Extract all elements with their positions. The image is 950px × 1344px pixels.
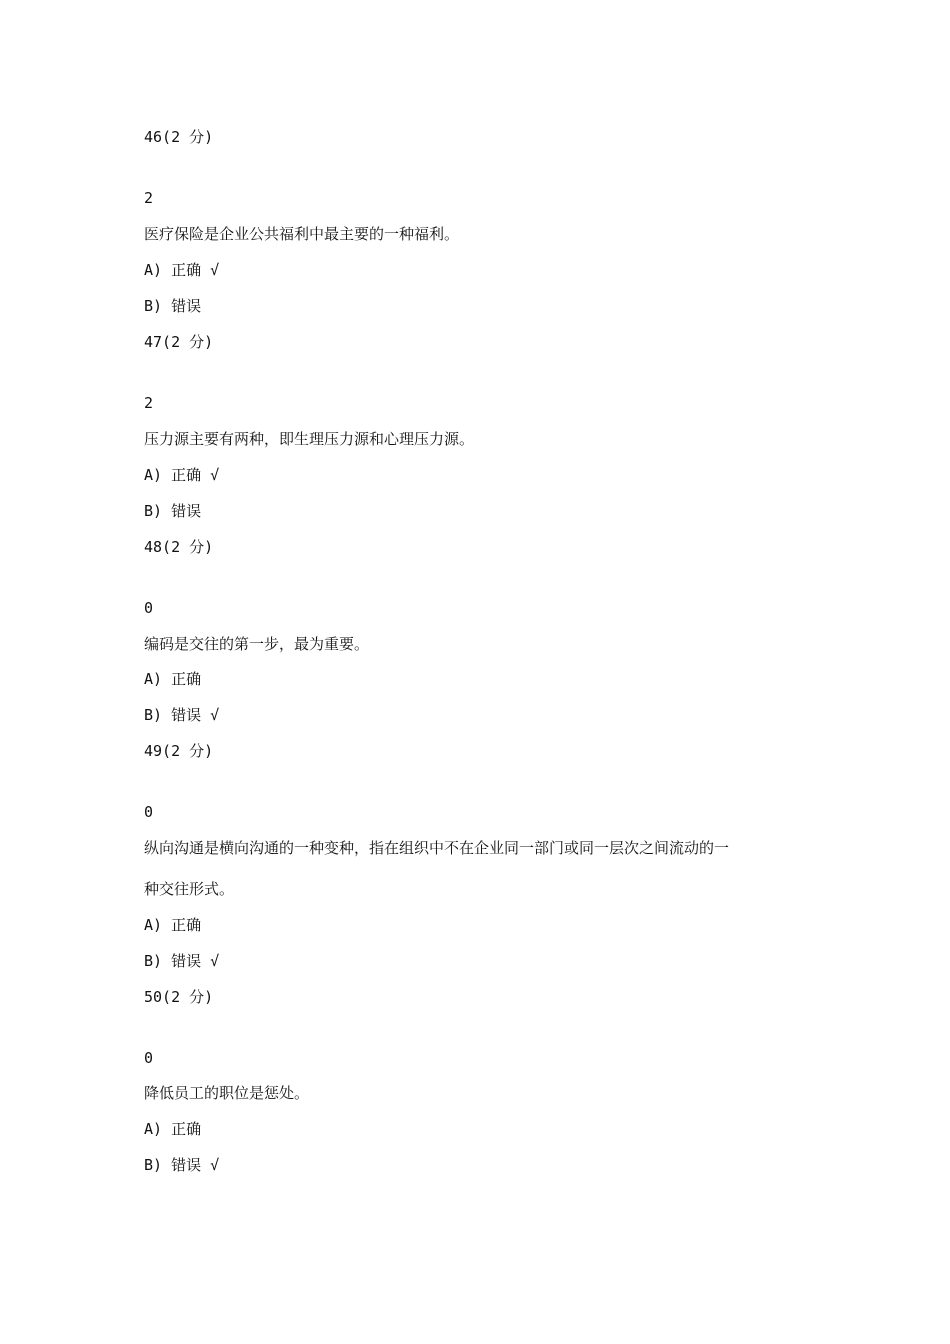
option-b: B) 错误 √ xyxy=(144,952,220,970)
option-b: B) 错误 √ xyxy=(144,1156,220,1174)
option-b: B) 错误 √ xyxy=(144,706,220,724)
option-a: A) 正确 xyxy=(144,1120,202,1138)
question-text: 压力源主要有两种，即生理压力源和心理压力源。 xyxy=(144,430,475,448)
option-a: A) 正确 √ xyxy=(144,466,220,484)
option-a: A) 正确 xyxy=(144,670,202,688)
question-header: 50(2 分) xyxy=(144,988,214,1006)
option-b: B) 错误 xyxy=(144,297,202,315)
question-header: 48(2 分) xyxy=(144,538,214,556)
question-score: 2 xyxy=(144,394,154,412)
question-score: 2 xyxy=(144,189,154,207)
question-text: 编码是交往的第一步，最为重要。 xyxy=(144,635,370,653)
question-score: 0 xyxy=(144,1049,154,1067)
question-header: 47(2 分) xyxy=(144,333,214,351)
question-text: 医疗保险是企业公共福利中最主要的一种福利。 xyxy=(144,225,460,243)
question-score: 0 xyxy=(144,599,154,617)
option-b: B) 错误 xyxy=(144,502,202,520)
question-text-continued: 种交往形式。 xyxy=(144,880,235,898)
option-a: A) 正确 √ xyxy=(144,261,220,279)
question-header: 49(2 分) xyxy=(144,742,214,760)
question-text: 纵向沟通是横向沟通的一种变种，指在组织中不在企业同一部门或同一层次之间流动的一 xyxy=(144,839,730,857)
question-score: 0 xyxy=(144,803,154,821)
option-a: A) 正确 xyxy=(144,916,202,934)
question-text: 降低员工的职位是惩处。 xyxy=(144,1084,310,1102)
question-header: 46(2 分) xyxy=(144,128,214,146)
